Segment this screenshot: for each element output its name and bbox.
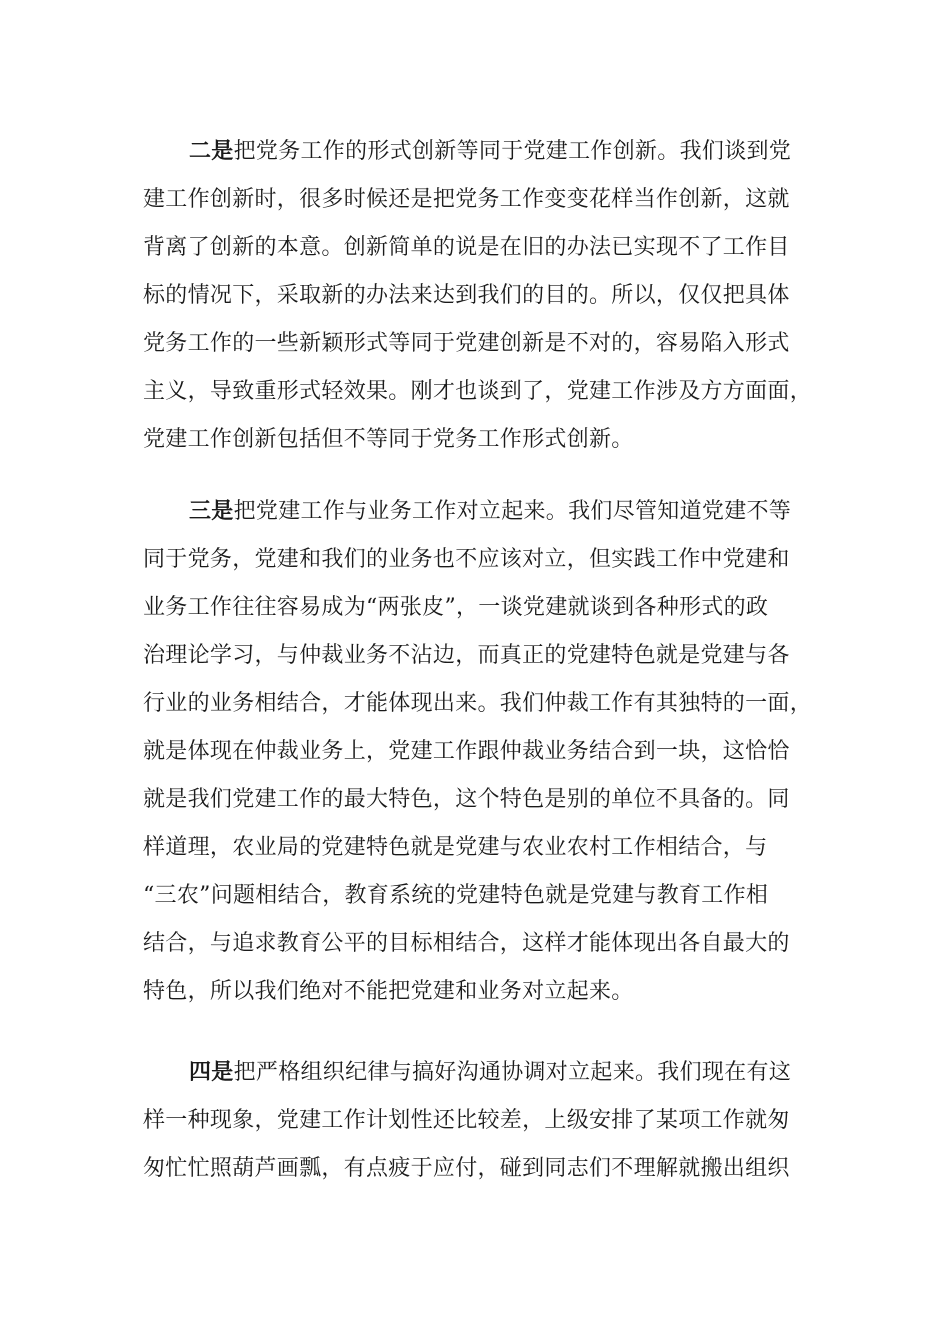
paragraph-lead: 四是 bbox=[189, 1060, 234, 1085]
paragraph-line: 特色，所以我们绝对不能把党建和业务对立起来。 bbox=[143, 979, 634, 1004]
paragraph-line: 党务工作的一些新颖形式等同于党建创新是不对的，容易陷入形式 bbox=[143, 331, 790, 356]
paragraph-line: 样道理，农业局的党建特色就是党建与农业农村工作相结合，与 bbox=[143, 835, 768, 860]
paragraph-line: 就是体现在仲裁业务上，党建工作跟仲裁业务结合到一块，这恰恰 bbox=[143, 739, 790, 764]
paragraph-line: 行业的业务相结合，才能体现出来。我们仲裁工作有其独特的一面， bbox=[143, 691, 813, 716]
paragraph-line bbox=[143, 488, 803, 536]
line-text: 把党建工作与业务工作对立起来。我们尽管知道党建不等 bbox=[233, 499, 792, 524]
paragraph-three bbox=[143, 488, 813, 1016]
paragraph-line: 标的情况下，采取新的办法来达到我们的目的。所以，仅仅把具体 bbox=[143, 283, 790, 308]
paragraph-line: 匆忙忙照葫芦画瓢，有点疲于应付，碰到同志们不理解就搬出组织 bbox=[143, 1156, 790, 1181]
paragraph-line: 建工作创新时，很多时候还是把党务工作变变花样当作创新，这就 bbox=[143, 187, 790, 212]
paragraph-line: 背离了创新的本意。创新简单的说是在旧的办法已实现不了工作目 bbox=[143, 235, 790, 260]
paragraph-four bbox=[143, 1049, 803, 1193]
paragraph-line bbox=[143, 128, 803, 176]
paragraph-line: 业务工作往往容易成为“两张皮”，一谈党建就谈到各种形式的政 bbox=[143, 595, 769, 620]
paragraph-line bbox=[143, 1049, 803, 1097]
line-text: 把党务工作的形式创新等同于党建工作创新。我们谈到党 bbox=[233, 139, 792, 164]
paragraph-lead: 三是 bbox=[189, 499, 234, 524]
paragraph-lead: 二是 bbox=[189, 139, 234, 164]
paragraph-line: 主义，导致重形式轻效果。刚才也谈到了，党建工作涉及方方面面， bbox=[143, 379, 813, 404]
paragraph-line: 结合，与追求教育公平的目标相结合，这样才能体现出各自最大的 bbox=[143, 931, 790, 956]
paragraph-line: 就是我们党建工作的最大特色，这个特色是别的单位不具备的。同 bbox=[143, 787, 790, 812]
paragraph-line: 党建工作创新包括但不等同于党务工作形式创新。 bbox=[143, 427, 634, 452]
paragraph-line: 样一种现象，党建工作计划性还比较差，上级安排了某项工作就匆 bbox=[143, 1108, 790, 1133]
paragraph-line: “三农”问题相结合，教育系统的党建特色就是党建与教育工作相 bbox=[143, 883, 769, 908]
paragraph-line: 同于党务，党建和我们的业务也不应该对立，但实践工作中党建和 bbox=[143, 547, 790, 572]
line-text: 把严格组织纪律与搞好沟通协调对立起来。我们现在有这 bbox=[233, 1060, 792, 1085]
paragraph-two bbox=[143, 128, 813, 464]
paragraph-line: 治理论学习，与仲裁业务不沾边，而真正的党建特色就是党建与各 bbox=[143, 643, 790, 668]
